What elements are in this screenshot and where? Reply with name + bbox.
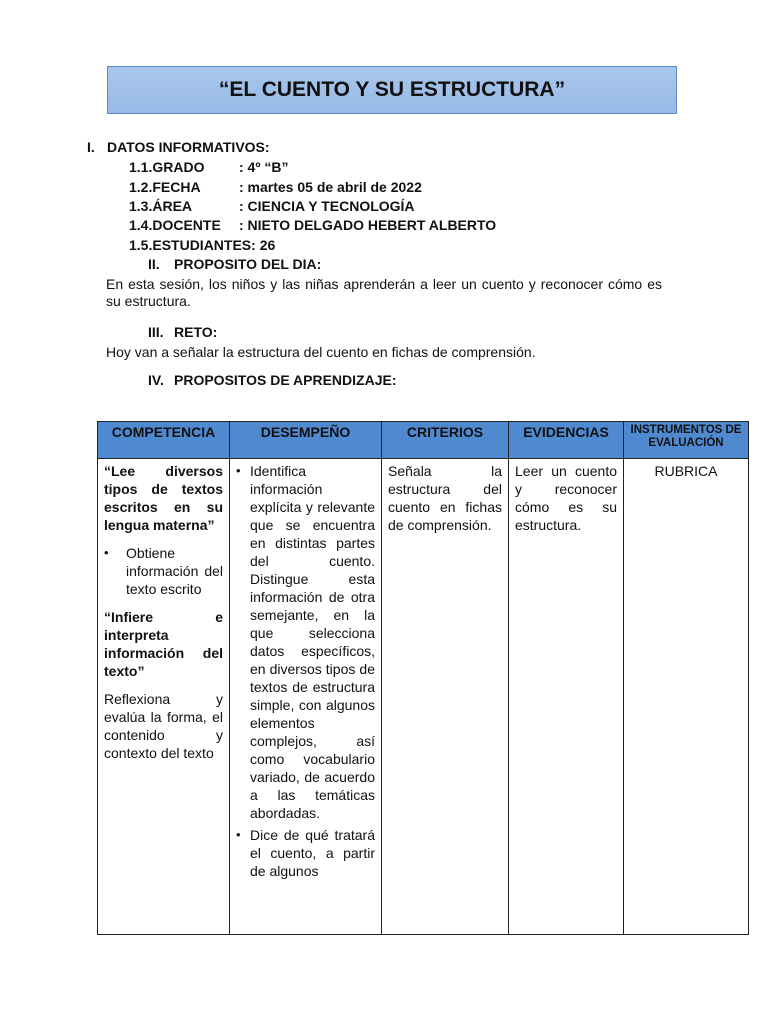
header-evidencias: EVIDENCIAS [509, 422, 624, 459]
document-title: “EL CUENTO Y SU ESTRUCTURA” [107, 66, 677, 114]
desempeno-item-1: • Identifica información explícita y relevante que se encuentra en distintas partes del cuento. Distingue esta información de otra semejante, en la que selecciona datos específicos, en diversos tipos de textos de estructura simple, con algunos elementos complejos, así como vocabulario variado, de acuerdo a las temáticas abordadas. [236, 463, 375, 821]
info-grado-value: : 4º “B” [239, 159, 289, 175]
info-grado [129, 159, 288, 175]
learning-purposes-table [97, 421, 749, 935]
bullet-icon: • [236, 463, 241, 478]
section-4-title: PROPOSITOS DE APRENDIZAJE: [174, 372, 397, 388]
info-grado-num: 1.1. [129, 159, 153, 175]
info-docente-value: : NIETO DELGADO HEBERT ALBERTO [239, 217, 497, 233]
table-header-row [98, 422, 749, 459]
section-2-title: PROPOSITO DEL DIA: [174, 256, 322, 272]
cell-criterios: Señala la estructura del cuento en fichas de comprensión. [382, 459, 509, 935]
section-3-number: III. [148, 324, 164, 340]
cell-desempeno [230, 459, 382, 935]
info-area-value: : CIENCIA Y TECNOLOGÍA [239, 198, 415, 214]
info-grado-label: GRADO [152, 159, 205, 175]
section-3-heading [148, 324, 217, 340]
cell-competencia [98, 459, 230, 935]
info-estudiantes-label: ESTUDIANTES: [152, 237, 256, 253]
desempeno-item-2: • Dice de qué tratará el cuento, a partir de algunos [236, 827, 375, 879]
section-2-heading [148, 256, 321, 272]
section-4-heading [148, 372, 396, 388]
section-4-number: IV. [148, 372, 164, 388]
info-docente-num: 1.4. [129, 217, 153, 233]
header-instrumentos: INSTRUMENTOS DE EVALUACIÓN [624, 422, 749, 459]
competencia-2-title: “Infiere e interpreta información del texto” [104, 609, 223, 679]
info-docente [129, 217, 496, 233]
info-fecha-label: FECHA [152, 179, 201, 195]
info-fecha [129, 179, 422, 195]
info-estudiantes [129, 237, 275, 253]
info-docente-label: DOCENTE [152, 217, 221, 233]
competencia-2-text: Reflexiona y evalúa la forma, el contenido y contexto del texto [104, 691, 223, 761]
section-1-heading [87, 139, 270, 155]
info-estudiantes-value: 26 [259, 237, 276, 253]
header-competencia: COMPETENCIA [98, 422, 230, 459]
info-area [129, 198, 415, 214]
bullet-icon: • [104, 545, 109, 560]
section-3-title: RETO: [174, 324, 218, 340]
header-criterios: CRITERIOS [382, 422, 509, 459]
info-fecha-value: : martes 05 de abril de 2022 [239, 179, 422, 195]
cell-instrumentos: RUBRICA [624, 459, 749, 935]
section-1-title: DATOS INFORMATIVOS: [107, 139, 270, 155]
section-2-text: En esta sesión, los niños y las niñas aprenderán a leer un cuento y reconocer cómo es su estructura. [106, 276, 662, 309]
info-area-num: 1.3. [129, 198, 153, 214]
section-1-number: I. [87, 139, 95, 155]
section-3-text: Hoy van a señalar la estructura del cuento en fichas de comprensión. [106, 344, 536, 360]
bullet-icon: • [236, 827, 241, 842]
section-2-number: II. [148, 256, 160, 272]
info-estudiantes-num: 1.5. [129, 237, 153, 253]
info-fecha-num: 1.2. [129, 179, 153, 195]
info-area-label: ÁREA [152, 198, 193, 214]
header-desempeno: DESEMPEÑO [230, 422, 382, 459]
cell-evidencias: Leer un cuento y reconocer cómo es su estructura. [509, 459, 624, 935]
competencia-1-bullet: • Obtiene información del texto escrito [104, 545, 223, 597]
competencia-1-title: “Lee diversos tipos de textos escritos en su lengua materna” [104, 463, 223, 533]
table-row [98, 459, 749, 935]
